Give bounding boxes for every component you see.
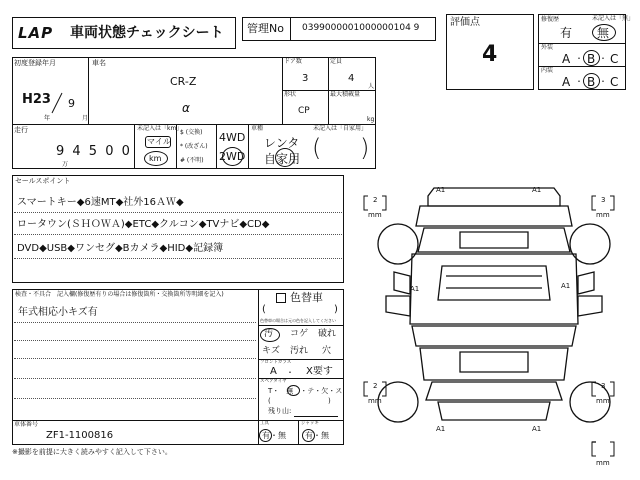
jack-label: ジャッキ	[301, 421, 319, 426]
exterior-grade-a: A	[562, 52, 571, 66]
damage-mark: A1	[436, 186, 446, 194]
exterior-grade-b: B	[587, 52, 596, 66]
tire-unit: mm	[368, 211, 382, 219]
interior-mark: コゲ	[290, 329, 309, 339]
chassis-number: ZF1-1100816	[46, 430, 114, 441]
sales-point-line: DVD◆USB◆ワンセグ◆Bカメラ◆HID◆記録簿	[17, 243, 224, 254]
exterior-grade-c: C	[610, 52, 619, 66]
divider	[298, 420, 299, 445]
sales-point-line: スマートキー◆6速MT◆社外16ＡＷ◆	[17, 197, 184, 208]
divider	[248, 124, 249, 169]
divider	[14, 234, 342, 235]
damage-mark: A1	[436, 425, 446, 433]
chassis-label: 車体番号	[14, 421, 39, 428]
divider	[88, 57, 89, 124]
usage-paren-close: )	[360, 134, 370, 162]
status-1: $ (交換)	[180, 129, 203, 136]
tire-unit: mm	[596, 459, 610, 467]
car-grade: α	[182, 101, 190, 115]
selection-circle	[287, 385, 300, 396]
usage-private: 自家用	[264, 152, 301, 166]
interior-mark: 破れ	[318, 329, 337, 339]
usage-paren-open: (	[312, 134, 322, 162]
mileage-unit-note: 未記入は「km」	[137, 125, 183, 132]
divider	[216, 124, 217, 169]
front-glass-a: A	[270, 366, 277, 377]
divider	[258, 289, 259, 445]
repaint-label: 色替車	[290, 291, 323, 304]
tools-label: 工具	[260, 421, 269, 426]
mile-unit: マイル	[147, 137, 171, 146]
mgmt-number: 0399000001000000104 9	[302, 23, 420, 33]
registration-label: 初度登録年月	[14, 59, 56, 67]
interior-grade-c: C	[610, 75, 619, 89]
usage-label: 車種	[251, 125, 264, 132]
repair-no: 無	[597, 26, 610, 40]
interior-label: 内装	[541, 67, 554, 74]
slash	[50, 92, 64, 114]
jack-value: 有・無	[305, 431, 329, 440]
status-3: # (不明)	[180, 157, 204, 164]
doors-value: 3	[302, 73, 309, 84]
page-title: 車両状態チェックシート	[70, 25, 224, 41]
interior-mark: 汚れ	[290, 346, 309, 356]
tire-size: 3	[601, 196, 606, 204]
interior-grade-a: A	[562, 75, 571, 89]
car-name-label: 車名	[92, 59, 106, 67]
doors-label: ドア数	[284, 58, 302, 65]
dot-sep: ・	[575, 77, 583, 86]
usage-note: 未記入は「自家用」	[313, 125, 368, 132]
spare-remaining: 残り山:	[268, 407, 292, 415]
inspection-label: 検査・不具合 記入欄(修復歴有りの場合は修復箇所・交換箇所等明細を記入)	[15, 291, 224, 298]
capacity-label: 定員	[330, 58, 343, 65]
max-load-label: 最大積載量	[330, 91, 361, 98]
spare-tire-label: スペアタイヤ	[260, 379, 287, 384]
divider	[294, 416, 338, 417]
divider	[290, 17, 291, 41]
score-label: 評価点	[450, 17, 480, 28]
car-diagram	[350, 176, 640, 476]
repair-label: 修復歴	[541, 16, 560, 23]
spare-tire-options: T・ 無 ・テ・欠・ス	[268, 387, 343, 395]
tire-size: 2	[373, 196, 378, 204]
dot-sep: ・	[575, 54, 583, 63]
tire-unit: mm	[596, 397, 610, 405]
capacity-value: 4	[348, 73, 355, 84]
drive-4wd: 4WD	[219, 131, 246, 144]
mgmt-label: 管理No	[247, 22, 284, 35]
year-unit: 年	[44, 115, 51, 122]
dot-sep: ・	[599, 77, 607, 86]
damage-mark: A1	[561, 282, 571, 290]
dot-sep: ・	[599, 54, 607, 63]
exterior-label: 外装	[541, 44, 554, 51]
paren-close: )	[328, 397, 331, 405]
paren-open: (	[262, 304, 266, 315]
tire-unit: mm	[368, 397, 382, 405]
divider	[258, 325, 344, 326]
tools-value: 有・無	[262, 431, 286, 440]
sales-point-line: ロータウン(ＳＨＯＷＡ)◆ETC◆クルコン◆TVナビ◆CD◆	[17, 219, 270, 230]
tire-size: 3	[601, 382, 606, 390]
paren-open: (	[268, 397, 271, 405]
front-glass-label: フロントガラス	[260, 360, 292, 365]
registration-era-year: H23	[22, 92, 51, 107]
score-value: 4	[482, 42, 498, 67]
repair-note: 未記入は「無」	[592, 15, 635, 22]
sales-points-label: セールスポイント	[15, 177, 71, 185]
capacity-unit: 人	[368, 83, 375, 90]
drive-2wd: 2WD	[219, 150, 246, 163]
month-unit: 月	[82, 115, 89, 122]
tire-unit: mm	[596, 211, 610, 219]
divider	[14, 212, 342, 213]
selection-circle	[259, 429, 272, 442]
divider	[14, 258, 342, 259]
selection-circle	[275, 148, 295, 167]
mileage-value: 9 4 5 0 0	[56, 144, 132, 159]
status-2: * (改ざん)	[180, 143, 208, 150]
interior-grade-b: B	[587, 75, 596, 89]
damage-mark: A1	[532, 186, 542, 194]
paren-close: )	[334, 304, 338, 315]
repair-yes: 有	[560, 26, 573, 40]
selection-circle	[260, 328, 280, 342]
divider	[12, 420, 258, 421]
logo: LAP	[18, 24, 54, 42]
divider	[14, 340, 256, 341]
checkbox	[276, 293, 286, 303]
divider	[134, 124, 135, 169]
interior-mark: 汚	[264, 329, 274, 339]
damage-mark: A1	[532, 425, 542, 433]
tire-size: 2	[373, 382, 378, 390]
divider	[14, 398, 256, 399]
divider	[14, 322, 256, 323]
max-load-unit: kg	[367, 116, 375, 123]
divider	[14, 358, 256, 359]
shape-value: CP	[298, 106, 310, 116]
interior-mark: キズ	[262, 346, 280, 356]
repaint-note: 色替車の場合は元の色を記入してください	[260, 318, 336, 323]
shape-label: 形状	[284, 91, 297, 98]
inspection-line: 年式相応小キズ有	[18, 307, 98, 318]
registration-month: 9	[68, 97, 75, 110]
footer-note: ※撮影を前提に大きく読みやすく記入して下さい。	[12, 448, 172, 456]
divider	[282, 90, 376, 91]
usage-rental: レンタ	[264, 136, 300, 150]
front-glass-dot: ・	[286, 368, 294, 377]
km-unit: km	[149, 154, 162, 163]
mileage-small-unit: 万	[62, 161, 69, 168]
selection-circle	[302, 429, 315, 442]
car-name: CR-Z	[170, 75, 197, 88]
mileage-label: 走行	[14, 126, 28, 134]
damage-mark: A1	[410, 285, 420, 293]
front-glass-x: X要す	[306, 366, 333, 377]
divider	[14, 378, 256, 379]
interior-mark: 穴	[322, 346, 332, 356]
